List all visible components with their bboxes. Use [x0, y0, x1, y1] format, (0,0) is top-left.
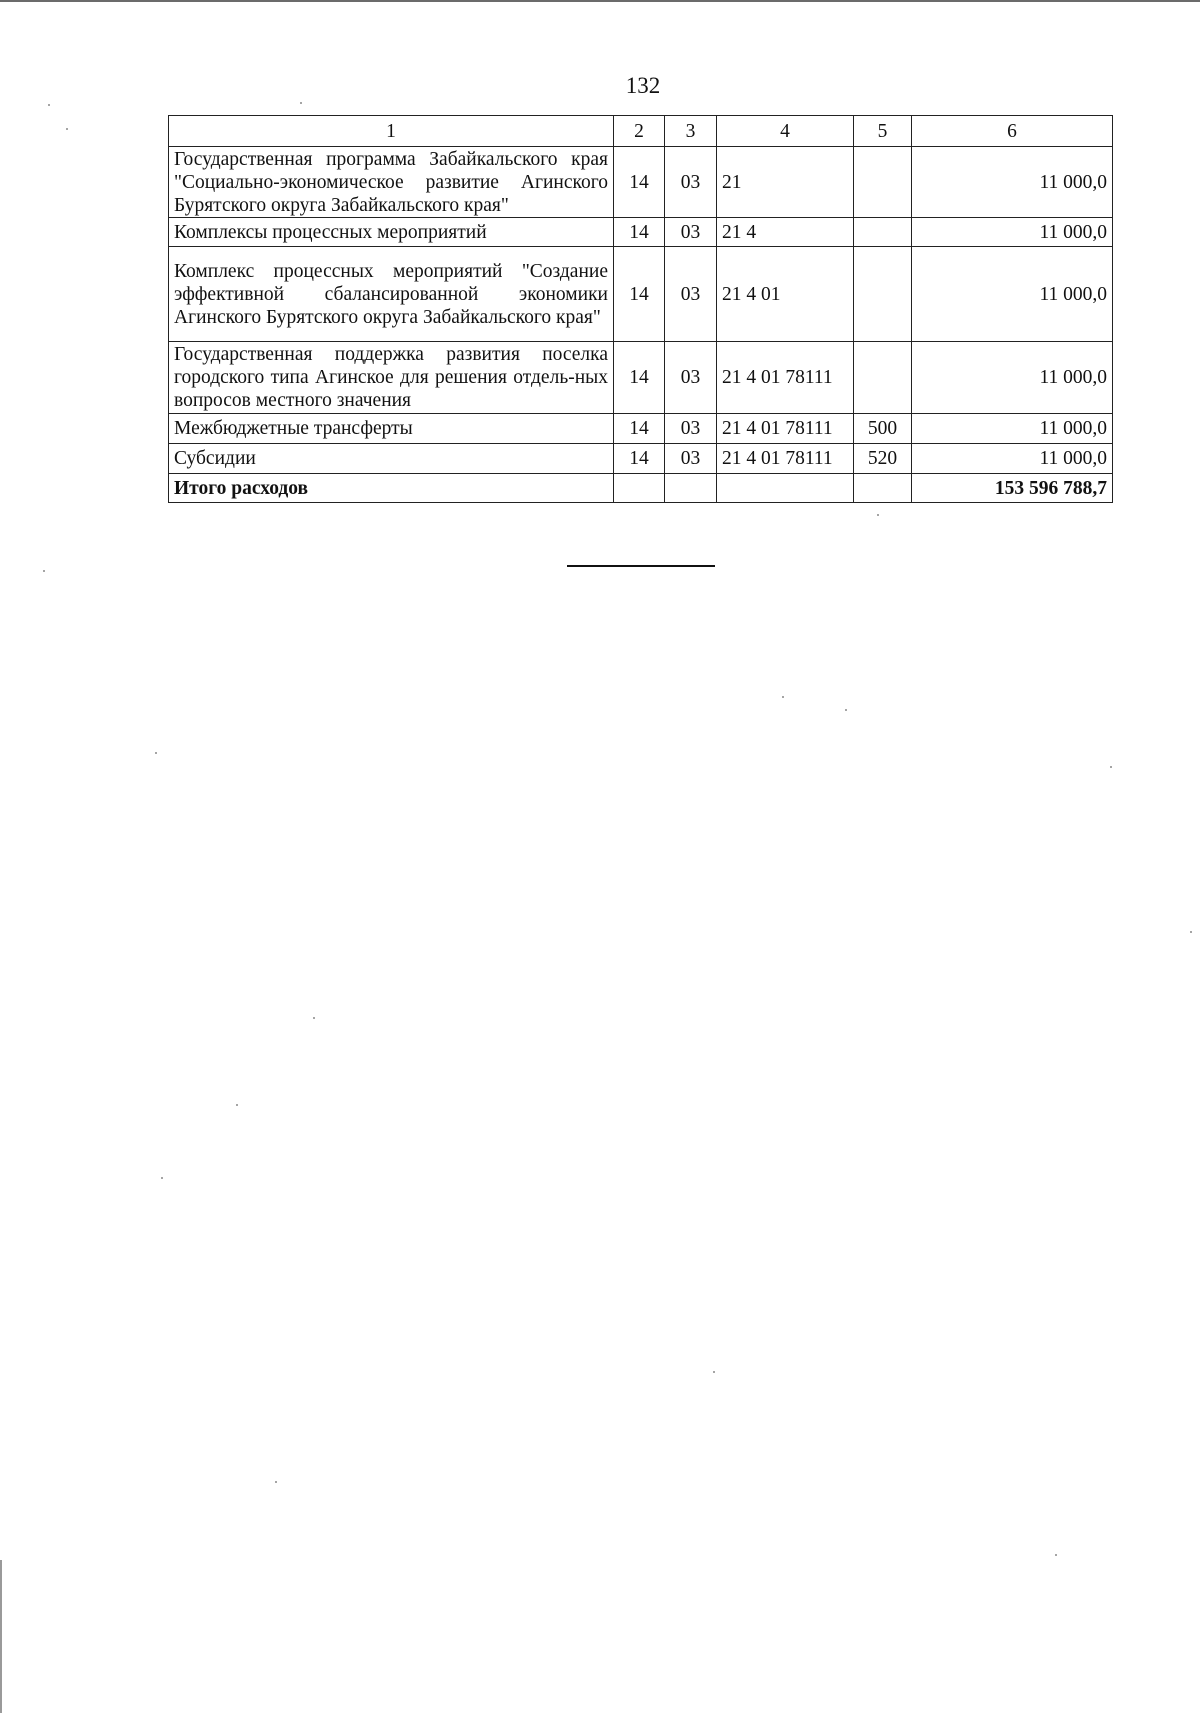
row-amount: 11 000,0 — [912, 147, 1113, 218]
table-header-row — [169, 116, 1113, 147]
column-header: 4 — [717, 116, 854, 147]
scan-speck — [161, 1177, 163, 1179]
table-row — [169, 414, 1113, 444]
scan-speck — [1055, 1554, 1057, 1556]
row-subsection: 03 — [665, 147, 717, 218]
column-header: 1 — [169, 116, 614, 147]
row-expense-type — [854, 342, 912, 414]
scan-speck — [782, 696, 784, 698]
total-empty-cell — [854, 474, 912, 503]
total-empty-cell — [717, 474, 854, 503]
table-row — [169, 247, 1113, 342]
row-target-code: 21 4 01 — [717, 247, 854, 342]
column-header: 6 — [912, 116, 1113, 147]
column-header: 5 — [854, 116, 912, 147]
row-subsection: 03 — [665, 218, 717, 247]
scan-speck — [877, 514, 879, 516]
row-name: Государственная программа Забайкальского края "Социально-экономическое развитие Агинского Бурятского округа Забайкальского края" — [169, 147, 614, 218]
total-label: Итого расходов — [169, 474, 614, 503]
scan-speck — [313, 1017, 315, 1019]
row-section: 14 — [614, 444, 665, 474]
row-amount: 11 000,0 — [912, 218, 1113, 247]
scan-speck — [48, 104, 50, 106]
row-expense-type — [854, 218, 912, 247]
row-section: 14 — [614, 247, 665, 342]
row-target-code: 21 4 01 78111 — [717, 414, 854, 444]
row-expense-type — [854, 147, 912, 218]
scan-speck — [300, 102, 302, 104]
row-name: Комплексы процессных мероприятий — [169, 218, 614, 247]
page-number: 132 — [625, 73, 661, 98]
row-subsection: 03 — [665, 247, 717, 342]
scan-top-edge — [0, 0, 1200, 2]
row-name: Государственная поддержка развития поселка городского типа Агинское для решения отдель-ных вопросов местного значения — [169, 342, 614, 414]
table-row — [169, 342, 1113, 414]
row-name: Комплекс процессных мероприятий "Создание эффективной сбалансированной экономики Агинского Бурятского округа Забайкальского края" — [169, 247, 614, 342]
scan-speck — [845, 709, 847, 711]
table-row — [169, 218, 1113, 247]
row-amount: 11 000,0 — [912, 247, 1113, 342]
row-section: 14 — [614, 414, 665, 444]
row-expense-type — [854, 247, 912, 342]
row-expense-type: 520 — [854, 444, 912, 474]
scan-speck — [275, 1481, 277, 1483]
scan-speck — [236, 1104, 238, 1106]
row-amount: 11 000,0 — [912, 444, 1113, 474]
row-name: Субсидии — [169, 444, 614, 474]
table-row — [169, 147, 1113, 218]
scan-speck — [43, 570, 45, 572]
total-amount: 153 596 788,7 — [912, 474, 1113, 503]
row-target-code: 21 4 01 78111 — [717, 444, 854, 474]
row-subsection: 03 — [665, 342, 717, 414]
scan-speck — [713, 1371, 715, 1373]
end-of-document-rule — [567, 565, 715, 567]
total-empty-cell — [665, 474, 717, 503]
row-target-code: 21 — [717, 147, 854, 218]
row-section: 14 — [614, 147, 665, 218]
row-target-code: 21 4 01 78111 — [717, 342, 854, 414]
table-row — [169, 444, 1113, 474]
row-amount: 11 000,0 — [912, 342, 1113, 414]
total-empty-cell — [614, 474, 665, 503]
row-name: Межбюджетные трансферты — [169, 414, 614, 444]
row-subsection: 03 — [665, 444, 717, 474]
row-target-code: 21 4 — [717, 218, 854, 247]
total-row — [169, 474, 1113, 503]
column-header: 2 — [614, 116, 665, 147]
column-header: 3 — [665, 116, 717, 147]
row-section: 14 — [614, 218, 665, 247]
row-expense-type: 500 — [854, 414, 912, 444]
scan-speck — [66, 128, 68, 130]
scan-speck — [1190, 931, 1192, 933]
scan-left-edge — [0, 1560, 2, 1713]
row-subsection: 03 — [665, 414, 717, 444]
budget-table — [168, 115, 1113, 503]
row-amount: 11 000,0 — [912, 414, 1113, 444]
row-section: 14 — [614, 342, 665, 414]
scan-speck — [155, 752, 157, 754]
scan-speck — [1110, 766, 1112, 768]
